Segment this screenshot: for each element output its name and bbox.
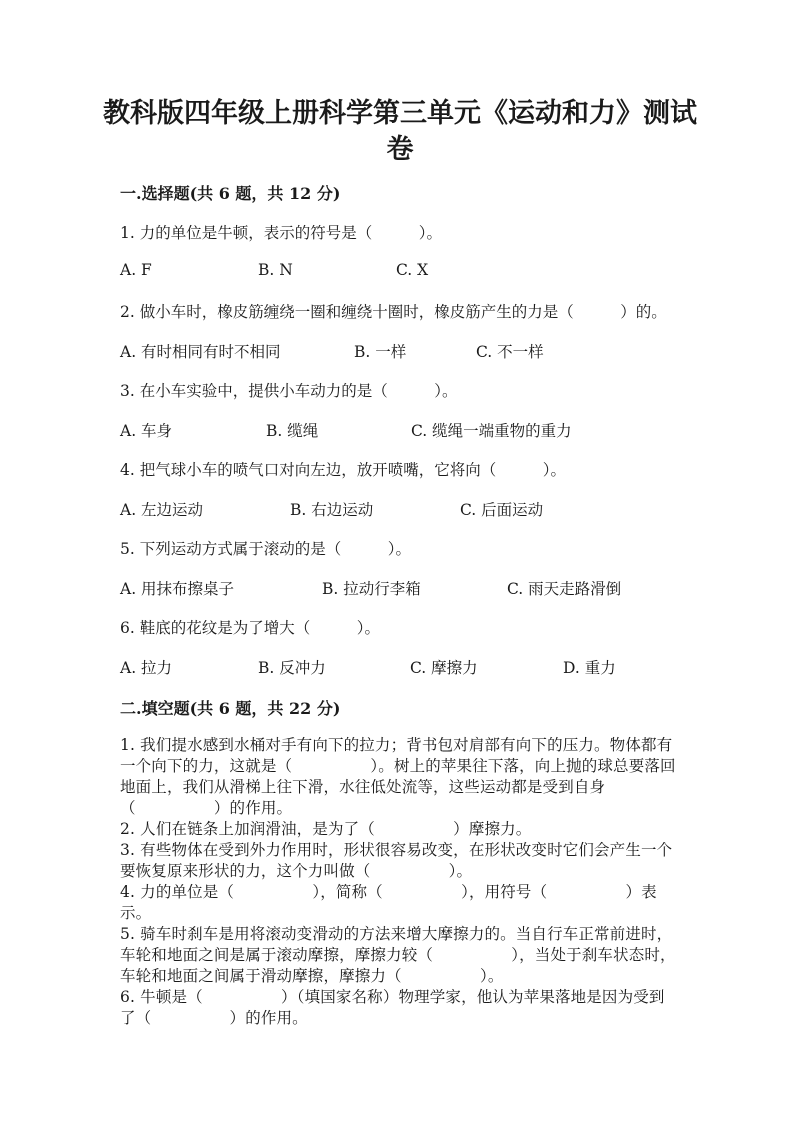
section-heading-multiple-choice: 一.选择题(共 6 题，共 12 分) xyxy=(120,184,341,203)
fill-question: 5. 骑车时刹车是用将滚动变滑动的方法来增大摩擦力的。当自行车正常前进时，车轮和地面之间是属于滚动摩擦，摩擦力较（ ），当处于刹车状态时，车轮和地面之间属于滑动摩擦，摩擦力（ ）。 xyxy=(120,925,676,985)
section-heading-fill-in: 二.填空题(共 6 题，共 22 分) xyxy=(120,699,341,718)
question-stem: 6. 鞋底的花纹是为了增大（ ）。 xyxy=(120,619,380,637)
option: C. 雨天走路滑倒 xyxy=(507,580,622,598)
fill-question: 2. 人们在链条上加润滑油，是为了（ ）摩擦力。 xyxy=(120,820,532,838)
fill-question: 4. 力的单位是（ ），简称（ ），用符号（ ）表示。 xyxy=(120,883,657,922)
fill-question: 3. 有些物体在受到外力作用时，形状很容易改变，在形状改变时它们会产生一个要恢复原来形状的力，这个力叫做（ ）。 xyxy=(120,841,673,880)
option: C. 不一样 xyxy=(476,343,544,361)
option: D. 重力 xyxy=(563,659,616,677)
option: B. 拉动行李箱 xyxy=(322,580,421,598)
option: B. 反冲力 xyxy=(258,659,326,677)
option: A. 拉力 xyxy=(120,659,173,677)
question-options xyxy=(120,656,720,676)
option: B. 缆绳 xyxy=(266,422,319,440)
question-stem: 4. 把气球小车的喷气口对向左边，放开喷嘴，它将向（ ）。 xyxy=(120,461,566,479)
option: C. 摩擦力 xyxy=(410,659,478,677)
fill-question: 1. 我们提水感到水桶对手有向下的拉力；背书包对肩部有向下的压力。物体都有一个向下的力，这就是（ ）。树上的苹果往下落，向上抛的球总要落回地面上，我们从滑梯上往下滑，水往低处流等，这些运动都是受到自身（ ）的作用。 xyxy=(120,736,676,817)
option: B. 右边运动 xyxy=(290,501,374,519)
question-options xyxy=(120,340,720,360)
question-options xyxy=(120,261,720,281)
question-stem: 5. 下列运动方式属于滚动的是（ ）。 xyxy=(120,540,411,558)
option: B. 一样 xyxy=(354,343,407,361)
fill-question: 6. 牛顿是（ ）（填国家名称）物理学家，他认为苹果落地是因为受到了（ ）的作用。 xyxy=(120,988,665,1027)
option: A. 用抹布擦桌子 xyxy=(120,580,235,598)
page-title: 教科版四年级上册科学第三单元《运动和力》测试卷 xyxy=(103,98,697,165)
option: C. 缆绳一端重物的重力 xyxy=(411,422,572,440)
option: A. 左边运动 xyxy=(120,501,204,519)
option: B. N xyxy=(258,261,293,279)
question-options xyxy=(120,577,720,597)
question-options xyxy=(120,498,720,518)
option: A. F xyxy=(120,261,152,279)
fill-in-questions xyxy=(120,735,680,1029)
question-stem: 1. 力的单位是牛顿，表示的符号是（ ）。 xyxy=(120,224,442,242)
option: A. 有时相同有时不相同 xyxy=(120,343,281,361)
question-stem: 3. 在小车实验中，提供小车动力的是（ ）。 xyxy=(120,382,458,400)
question-options xyxy=(120,419,720,439)
option: C. 后面运动 xyxy=(460,501,544,519)
option: A. 车身 xyxy=(120,422,173,440)
question-stem: 2. 做小车时，橡皮筋缠绕一圈和缠绕十圈时，橡皮筋产生的力是（ ）的。 xyxy=(120,303,667,321)
option: C. X xyxy=(396,261,429,279)
